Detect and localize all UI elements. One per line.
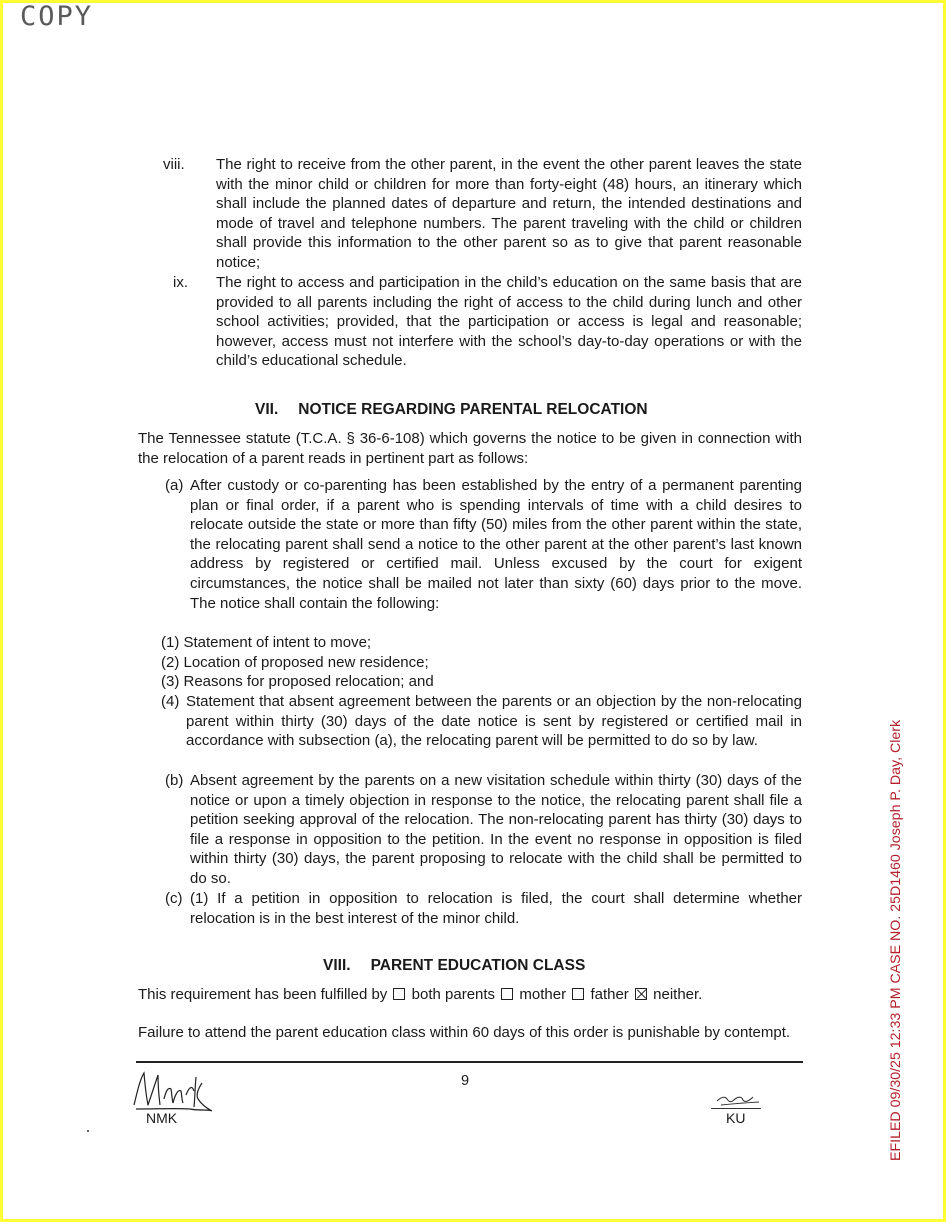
rights-item-viii bbox=[3, 155, 803, 275]
option-father: father bbox=[590, 986, 629, 1003]
statute-subsection-b bbox=[3, 771, 803, 891]
notice-item-4-text: Statement that absent agreement between the parents or an objection by the non-relocating parent within thirty (30) days of the date notice is sent by registered or certified mail in accordance with subsection (a), the relocating parent will be permitted to do so by law. bbox=[186, 693, 802, 750]
option-both-parents: both parents bbox=[411, 986, 496, 1003]
section-viii-heading bbox=[323, 956, 585, 976]
rights-item-ix bbox=[3, 273, 803, 373]
section-title: PARENT EDUCATION CLASS bbox=[370, 957, 586, 974]
notice-item-1: (1) Statement of intent to move; bbox=[161, 634, 372, 651]
subsection-text: (1) If a petition in opposition to relocation is filed, the court shall determine whether relocation is in the best interest of the minor child. bbox=[190, 890, 802, 927]
subsection-label: (4) bbox=[161, 693, 180, 710]
option-mother: mother bbox=[519, 986, 567, 1003]
section-vii-heading bbox=[255, 400, 648, 420]
checkbox-neither[interactable] bbox=[635, 988, 647, 1000]
subsection-label: (b) bbox=[165, 772, 184, 789]
efiled-stamp: EFILED 09/30/25 12:33 PM CASE NO. 25D1460 Joseph P. Day, Clerk bbox=[888, 719, 904, 1161]
section-title: NOTICE REGARDING PARENTAL RELOCATION bbox=[298, 401, 648, 418]
option-neither: neither. bbox=[653, 986, 703, 1003]
subsection-text bbox=[186, 692, 802, 751]
item-numeral: ix. bbox=[173, 274, 188, 291]
subsection-label: (a) bbox=[165, 477, 184, 494]
right-initials-line bbox=[711, 1108, 761, 1109]
education-requirement bbox=[138, 985, 802, 1005]
notice-item-3: (3) Reasons for proposed relocation; and bbox=[161, 673, 434, 690]
notice-item-4 bbox=[3, 692, 803, 772]
checkbox-father[interactable] bbox=[572, 988, 584, 1000]
subsection-text: Absent agreement by the parents on a new visitation schedule within thirty (30) days of the notice or upon a timely objection in response to the notice, the relocating parent shall file a petition seeking approval of the relocation. The non-relocating parent has thirty (30) days to file a response in opposition to the petition. In the event no response in opposition is filed within thirty (30) days, the parent proposing to relocate with the child shall be permitted to do so. bbox=[190, 772, 802, 887]
section-number: VII. bbox=[255, 401, 279, 418]
education-failure-notice: Failure to attend the parent education class within 60 days of this order is punishable by contempt. bbox=[138, 1024, 791, 1041]
item-text: The right to receive from the other parent, in the event the other parent leaves the state with the minor child or children for more than forty-eight (48) hours, an itinerary which shall include the planned dates of departure and return, the intended destinations and mode of travel and telephone numbers. The parent traveling with the child or children shall provide this information to the other parent so as to give that parent reasonable notice; bbox=[216, 156, 802, 271]
footer-divider bbox=[136, 1061, 803, 1063]
subsection-label: (c) bbox=[165, 890, 183, 907]
right-initials: KU bbox=[726, 1110, 746, 1126]
left-initials: NMK bbox=[146, 1110, 178, 1126]
copy-stamp: COPY bbox=[20, 3, 94, 32]
notice-item-2: (2) Location of proposed new residence; bbox=[161, 654, 429, 671]
requirement-prefix: This requirement has been fulfilled by bbox=[138, 986, 388, 1003]
page-number: 9 bbox=[461, 1073, 470, 1089]
checkbox-both-parents[interactable] bbox=[393, 988, 405, 1000]
item-text: The right to access and participation in the child’s education on the same basis that are provided to all parents including the right of access to the child during lunch and other school activities; provided, that the participation or access is legal and reasonable; however, access must not interfere with the school’s day-to-day operations or with the child’s educational schedule. bbox=[216, 274, 802, 370]
scan-speck bbox=[87, 1130, 89, 1132]
section-vii-intro: The Tennessee statute (T.C.A. § 36-6-108) which governs the notice to be given in connection with the relocation of a parent reads in pertinent part as follows: bbox=[138, 430, 802, 467]
statute-subsection-c bbox=[3, 889, 803, 929]
checkbox-mother[interactable] bbox=[501, 988, 513, 1000]
document-page bbox=[3, 3, 943, 1219]
statute-subsection-a bbox=[3, 476, 803, 634]
subsection-text: After custody or co-parenting has been established by the entry of a permanent parenting plan or final order, if a parent who is spending intervals of time with a child desires to relocate outside the state or more than fifty (50) miles from the other parent within the state, the relocating parent shall send a notice to the other parent at the other parent’s last known address by registered or certified mail. Unless excused by the court for exigent circumstances, the notice shall be mailed not later than sixty (60) days prior to the move. The notice shall contain the following: bbox=[190, 477, 802, 612]
item-numeral: viii. bbox=[163, 156, 185, 173]
section-number: VIII. bbox=[323, 957, 351, 974]
